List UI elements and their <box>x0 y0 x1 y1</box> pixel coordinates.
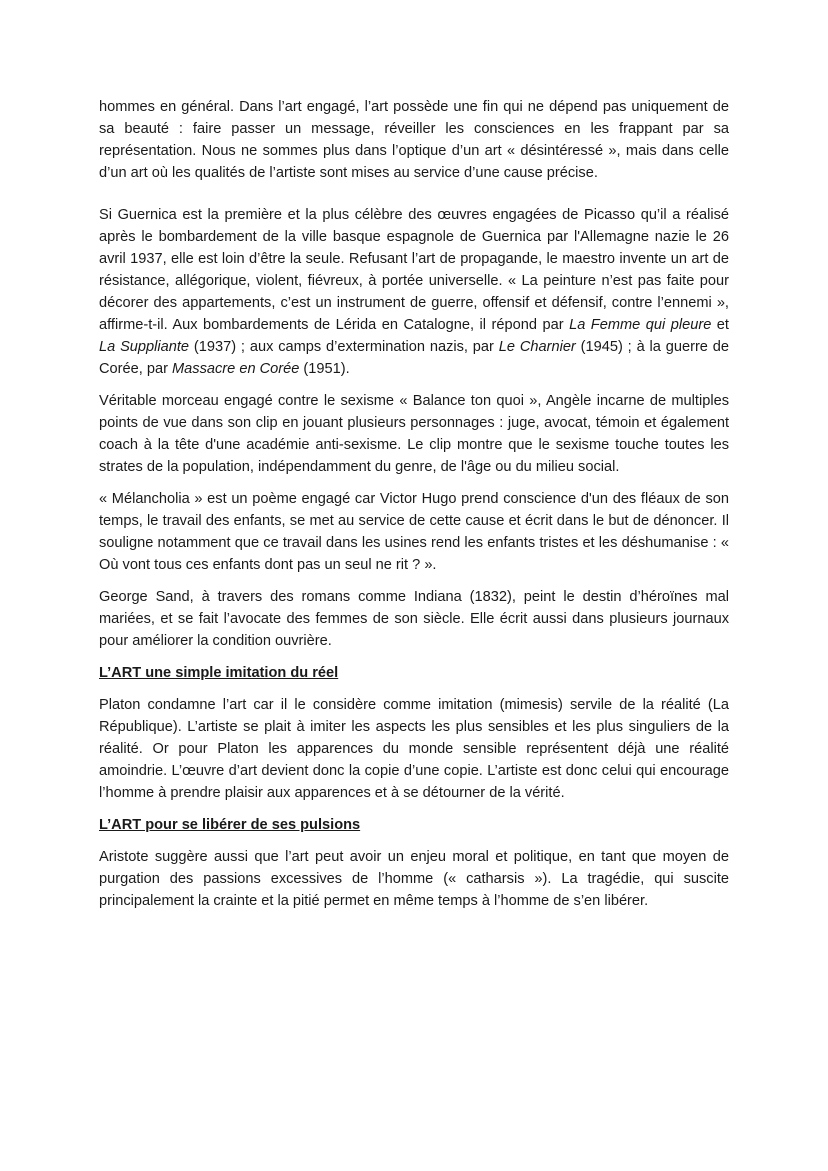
paragraph-art-engage: hommes en général. Dans l’art engagé, l’art possède une fin qui ne dépend pas uniquement de sa beauté : faire passer un message, réveiller les consciences en les frappant par sa représentation. Nous ne sommes plus dans l’optique d’un art « désintéressé », mais dans celle d’un art où les qualités de l’artiste sont mises au service d’une cause précise. <box>99 99 729 181</box>
paragraph-melancholia: « Mélancholia » est un poème engagé car Victor Hugo prend conscience d'un des fléaux de son temps, le travail des enfants, se met au service de cette cause et écrit dans le but de dénoncer. Il souligne notamment que ce travail dans les usines rend les enfants tristes et les déshumanise : « Où vont tous ces enfants dont pas un seul ne rit ? ». <box>99 491 729 573</box>
artwork-title-charnier: Le Charnier <box>498 339 576 355</box>
section-heading-pulsions: L’ART pour se libérer de ses pulsions <box>99 817 361 833</box>
text-run: (1937) ; aux camps d’extermination nazis, par <box>189 339 499 355</box>
text-run: (1951). <box>299 361 350 377</box>
paragraph-george-sand: George Sand, à travers des romans comme Indiana (1832), peint le destin d’héroïnes mal mariées, et se fait l’avocate des femmes de son siècle. Elle écrit aussi dans plusieurs journaux pour améliorer la condition ouvrière. <box>99 589 729 649</box>
artwork-title-femme-qui-pleure: La Femme qui pleure <box>569 317 712 333</box>
section-heading-imitation: L’ART une simple imitation du réel <box>99 665 339 681</box>
text-run: (1945) ; à la guerre de Corée, par <box>99 339 729 377</box>
artwork-title-massacre-en-coree: Massacre en Corée <box>172 361 300 377</box>
paragraph-guernica <box>99 204 729 380</box>
document-body <box>99 96 729 912</box>
artwork-title-suppliante: La Suppliante <box>99 339 190 355</box>
paragraph-aristote: Aristote suggère aussi que l’art peut avoir un enjeu moral et politique, en tant que moyen de purgation des passions excessives de l’homme (« catharsis »). La tragédie, qui suscite principalement la crainte et la pitié permet en même temps à l’homme de s’en libérer. <box>99 849 729 909</box>
text-run: Si Guernica est la première et la plus célèbre des œuvres engagées de Picasso qu’il a réalisé après le bombardement de la ville basque espagnole de Guernica par l'Allemagne nazie le 26 avril 1937, elle est loin d’être la seule. Refusant l’art de propagande, le maestro invente un art de résistance, allégorique, violent, fiévreux, à portée universelle. « La peinture n’est pas faite pour décorer des appartements, c’est un instrument de guerre, offensif et défensif, contre l’ennemi », affirme-t-il. Aux bombardements de Lérida en Catalogne, il répond par <box>99 207 729 333</box>
paragraph-angele: Véritable morceau engagé contre le sexisme « Balance ton quoi », Angèle incarne de multiples points de vue dans son clip en jouant plusieurs personnages : juge, avocat, témoin et également coach à la tête d'une académie anti-sexisme. Le clip montre que le sexisme touche toutes les strates de la population, indépendamment du genre, de l'âge ou du milieu social. <box>99 393 729 475</box>
text-run: et <box>711 317 729 333</box>
paragraph-platon: Platon condamne l’art car il le considère comme imitation (mimesis) servile de la réalité (La République). L’artiste se plait à imiter les aspects les plus sensibles et les plus singuliers de la réalité. Or pour Platon les apparences du monde sensible représentent déjà une réalité amoindrie. L’œuvre d’art devient donc la copie d’une copie. L’artiste est donc celui qui encourage l’homme à prendre plaisir aux apparences et à se détourner de la vérité. <box>99 697 729 801</box>
